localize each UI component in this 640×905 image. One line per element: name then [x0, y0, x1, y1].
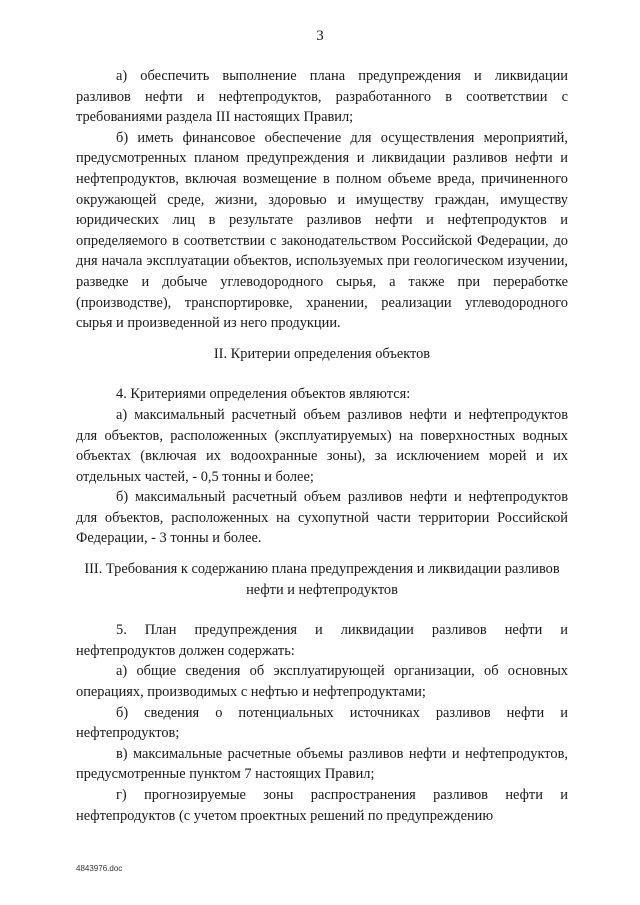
- spacer: [76, 334, 568, 344]
- paragraph-4: 4. Критериями определения объектов являются:: [116, 386, 411, 403]
- section-heading-3: III. Требования к содержанию плана предупреждения и ликвидации разливов нефти и нефтепродуктов: [84, 561, 560, 598]
- paragraph-5c: в) максимальные расчетные объемы разливов нефти и нефтепродуктов, предусмотренные пунктом 7 настоящих Правил;: [76, 745, 568, 783]
- paragraph-4b: б) максимальный расчетный объем разливов нефти и нефтепродуктов для объектов, расположенных на сухопутной части территории Российской Федерации, - 3 тонны и более.: [76, 489, 568, 547]
- section-heading-2: II. Критерии определения объектов: [213, 345, 431, 362]
- paragraph-5a: а) общие сведения об эксплуатирующей организации, об основных операциях, производимых с нефтью и нефтепродуктами;: [76, 663, 568, 701]
- spacer: [76, 364, 568, 384]
- paragraph-3b: б) иметь финансовое обеспечение для осуществления мероприятий, предусмотренных планом предупреждения и ликвидации разливов нефти и нефтепродуктов, включая возмещение в полном объеме вреда, причиненного окружающей среде, жизни, здоровью и имуществу граждан, имуществу юридических лиц в результате разливов нефти и нефтепродуктов и определяемого в соответствии с законодательством Российской Федерации, до дня начала эксплуатации объектов, используемых при геологическом изучении, разведке и добыче углеводородного сырья, а также при переработке (производстве), транспортировке, хранении, реализации углеводородного сырья и произведенной из него продукции.: [76, 129, 568, 332]
- footer-filename: 4843976.doc: [76, 864, 123, 873]
- spacer: [76, 600, 568, 620]
- spacer: [76, 549, 568, 559]
- paragraph-3a: а) обеспечить выполнение плана предупреждения и ликвидации разливов нефти и нефтепродуктов, разработанного в соответствии с требованиями раздела III настоящих Правил;: [76, 68, 568, 126]
- paragraph-5b: б) сведения о потенциальных источниках разливов нефти и нефтепродуктов;: [76, 704, 568, 742]
- paragraph-5: 5. План предупреждения и ликвидации разливов нефти и нефтепродуктов должен содержать:: [76, 622, 568, 659]
- paragraph-4a: а) максимальный расчетный объем разливов нефти и нефтепродуктов для объектов, расположенных (эксплуатируемых) на поверхностных водных объектах (включая их водоохранные зоны), за исключением морей и их отдельных частей, - 0,5 тонны и более;: [76, 406, 568, 485]
- page-number: 3: [316, 28, 324, 44]
- paragraph-5d: г) прогнозируемые зоны распространения разливов нефти и нефтепродуктов (с учетом проектных решений по предупреждению: [76, 787, 568, 824]
- document-body: [76, 66, 568, 826]
